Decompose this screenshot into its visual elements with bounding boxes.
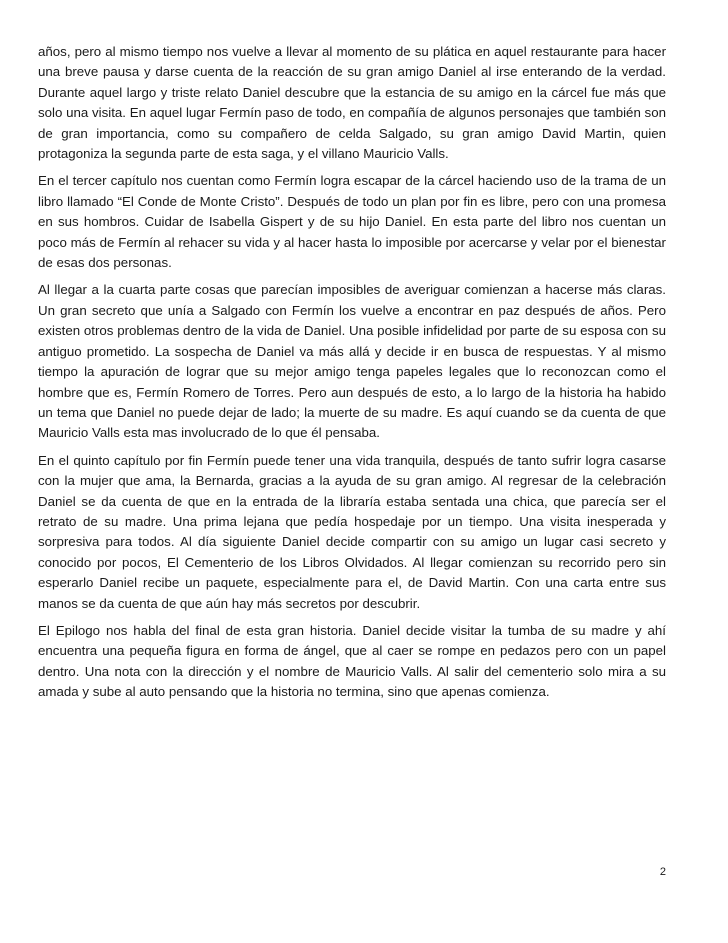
page-number: 2 <box>659 866 666 878</box>
paragraph-3: Al llegar a la cuarta parte cosas que parecían imposibles de averiguar comienzan a hacerse más claras. Un gran secreto que unía a Salgado con Fermín los vuelve a encontrar en paz después de años. Pero existen otros problemas dentro de la vida de Daniel. Una posible infidelidad por parte de su esposa con su antiguo prometido. La sospecha de Daniel va más allá y decide ir en busca de respuestas. Y al mismo tiempo la apuración de lograr que su mejor amigo tenga papeles legales que lo reconozcan como el hombre que es, Fermín Romero de Torres. Pero aun después de esto, a lo largo de la historia ha habido un tema que Daniel no puede dejar de lado; la muerte de su madre. Es aquí cuando se da cuenta de que Mauricio Valls esta mas involucrado de lo que él pensaba. <box>38 282 666 441</box>
paragraph-5: El Epilogo nos habla del final de esta gran historia. Daniel decide visitar la tumba de su madre y ahí encuentra una pequeña figura en forma de ángel, que al caer se rompe en pedazos pero con un papel dentro. Una nota con la dirección y el nombre de Mauricio Valls. Al salir del cementerio solo mira a su amada y sube al auto pensando que la historia no termina, sino que apenas comienza. <box>38 622 666 700</box>
paragraph-2: En el tercer capítulo nos cuentan como Fermín logra escapar de la cárcel haciendo uso de la trama de un libro llamado “El Conde de Monte Cristo”. Después de todo un plan por fin es libre, pero con una promesa en sus hombros. Cuidar de Isabella Gispert y de su hijo Daniel. En esta parte del libro nos cuentan un poco más de Fermín al rehacer su vida y al hacer hasta lo imposible por acercarse y velar por el bienestar de esas dos personas. <box>38 173 666 271</box>
paragraph-4: En el quinto capítulo por fin Fermín puede tener una vida tranquila, después de tanto sufrir logra casarse con la mujer que ama, la Bernarda, gracias a la ayuda de su gran amigo. Al regresar de la celebración Daniel se da cuenta de que en la entrada de la libraría estaba sentada una chica, que parecía ser el retrato de su madre. Una prima lejana que pedía hospedaje por un tiempo. Una visita inesperada y sorpresiva para todos. Al día siguiente Daniel decide compartir con su amigo un lugar casi secreto y conocido por pocos, El Cementerio de los Libros Olvidados. Al llegar comienzan su recorrido pero sin esperarlo Daniel recibe un paquete, especialmente para el, de David Martin. Con una carta entre sus manos se da cuenta de que aún hay más secretos por descubrir. <box>38 452 666 611</box>
paragraph-1: años, pero al mismo tiempo nos vuelve a llevar al momento de su plática en aquel restaurante para hacer una breve pausa y darse cuenta de la reacción de su gran amigo Daniel al irse enterando de la verdad. Durante aquel largo y triste relato Daniel descubre que la estancia de su amigo en la cárcel fue más que solo una visita. En aquel lugar Fermín paso de todo, en compañía de algunos personajes que también son de gran importancia, como su compañero de celda Salgado, su gran amigo David Martin, quien protagoniza la segunda parte de esta saga, y el villano Mauricio Valls. <box>38 44 666 162</box>
document-body <box>38 42 666 710</box>
